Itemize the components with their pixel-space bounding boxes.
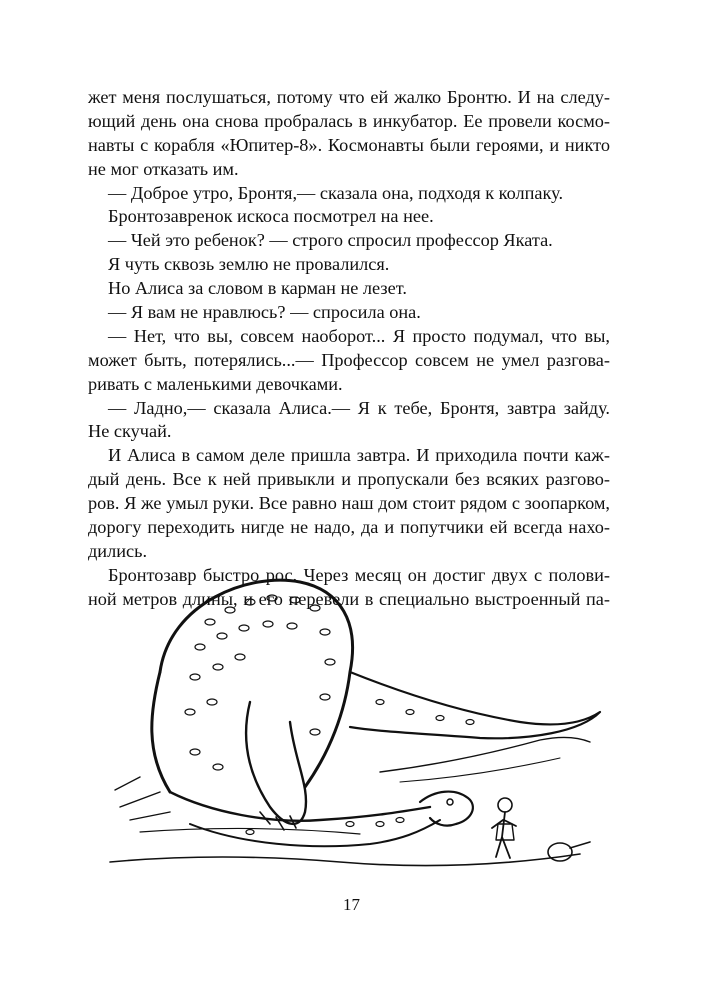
text-line: — Я вам не нравлюсь? — спросила она. bbox=[108, 302, 421, 323]
text-line: ривать с маленькими девочками. bbox=[88, 373, 343, 394]
text-line: дый день. Все к ней привыкли и пропускали без всяких разгово- bbox=[88, 469, 610, 490]
text-line: Я чуть сквозь землю не провалился. bbox=[108, 254, 390, 275]
text-line: не мог отказать им. bbox=[88, 158, 239, 179]
text-line: ной метров длины, и его перевели в специально выстроенный па- bbox=[88, 588, 610, 609]
text-line: — Ладно,— сказала Алиса.— Я к тебе, Бронтя, завтра зайду. bbox=[108, 397, 610, 418]
text-line: ров. Я же умыл руки. Все равно наш дом стоит рядом с зоопарком, bbox=[88, 493, 610, 514]
text-line: — Чей это ребенок? — строго спросил профессор Яката. bbox=[108, 230, 553, 251]
text-line: ющий день она снова пробралась в инкубатор. Ее провели космо- bbox=[88, 110, 610, 131]
text-line: И Алиса в самом деле пришла завтра. И приходила почти каж- bbox=[108, 445, 610, 466]
text-line: дорогу переходить нигде не надо, да и попутчики ей всегда нахо- bbox=[88, 517, 610, 538]
page-number: 17 bbox=[343, 895, 360, 914]
text-line: навты с корабля «Юпитер-8». Космонавты были героями, и никто bbox=[88, 134, 610, 155]
text-line: — Нет, что вы, совсем наоборот... Я просто подумал, что вы, bbox=[108, 325, 610, 346]
body-text bbox=[88, 86, 610, 612]
text-line: — Доброе утро, Бронтя,— сказала она, подходя к колпаку. bbox=[108, 182, 564, 203]
text-line: жет меня послушаться, потому что ей жалко Бронтю. И на следу- bbox=[88, 87, 610, 107]
text-line: Но Алиса за словом в карман не лезет. bbox=[108, 278, 407, 299]
text-line: Бронтозавр быстро рос. Через месяц он достиг двух с полови- bbox=[108, 564, 610, 585]
text-line: Не скучай. bbox=[88, 421, 172, 442]
dinosaur-illustration bbox=[100, 562, 620, 882]
text-line: дились. bbox=[88, 540, 148, 561]
text-line: Бронтозавренок искоса посмотрел на нее. bbox=[108, 206, 434, 227]
text-line: может быть, потерялись...— Профессор совсем не умел разгова- bbox=[88, 349, 610, 370]
